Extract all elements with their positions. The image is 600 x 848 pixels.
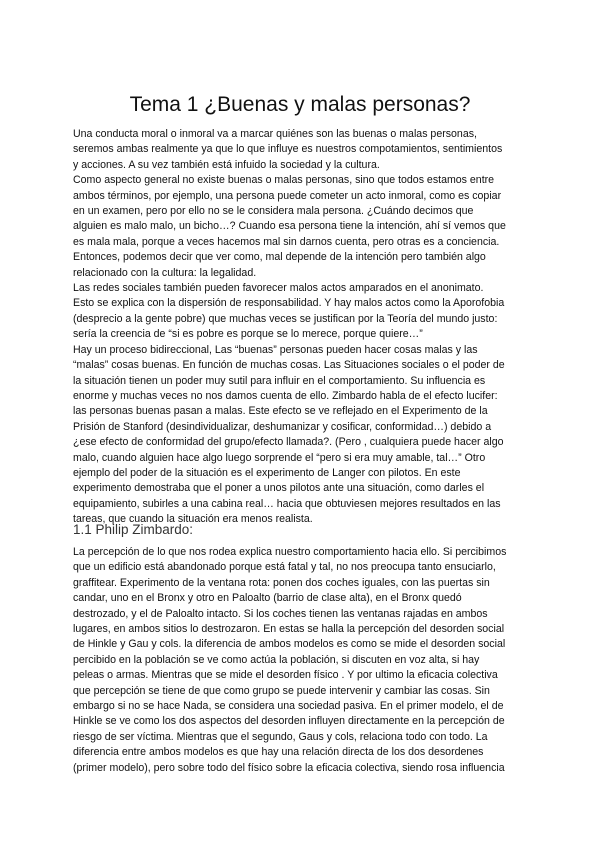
text-line: las personas buenas pasan a malas. Este efecto se ve reflejado en el Experimento de la [73, 405, 488, 418]
text-line: tareas, que cuando la situación era menos realista. [73, 513, 313, 526]
intro-text [73, 127, 533, 528]
text-line: seremos ambas realmente ya que lo que influye es nuestros compotamientos, sentimientos [73, 143, 503, 156]
text-line: de Hinkle y Gau y cols. la diferencia de ambos modelos es como se mide el desorden social [73, 638, 506, 651]
text-line: “malas” cosas buenas. En función de muchas cosas. Las Situaciones sociales o el poder de [73, 359, 505, 372]
text-line: Una conducta moral o inmoral va a marcar quiénes son las buenas o malas personas, [73, 128, 477, 140]
text-line: Como aspecto general no existe buenas o malas personas, sino que todos estamos entre [73, 174, 495, 187]
text-line: lugares, en ambos sitios lo destrozaron. En estas se halla la percepción del desorden social [73, 623, 505, 636]
text-line: Hinkle se ve como los dos aspectos del desorden influyen directamente en la percepción de [73, 715, 505, 728]
text-line: es mala mala, porque a veces hacemos mal sin darnos cuenta, pero otras es a conciencia. [73, 235, 500, 248]
text-line: Esto se explica con la dispersión de responsabilidad. Y hay malos actos como la Aporofobia [73, 297, 505, 310]
text-line: experimento demostraba que el poner a unos pilotos ante una situación, como darles el [73, 482, 485, 495]
text-line: (primer modelo), pero sobre todo del físico sobre la eficacia colectiva, siendo rosa influencia [73, 761, 505, 774]
text-line: en un examen, pero por ello no se le considera mala persona. ¿Cuándo decimos que [73, 205, 474, 218]
text-line: ambos términos, por ejemplo, una persona puede cometer un acto inmoral, como es copiar [73, 189, 502, 202]
text-line: (desprecio a la gente pobre) que muchas veces se justifican por la Teoría del mundo justo: [73, 312, 498, 325]
text-line: ¿ese efecto de conformidad del grupo/efecto llamada?. (Pero , cualquiera puede hacer algo [73, 436, 504, 449]
text-line: que un edificio está abandonado porque está fatal y tal, no nos preocupa tanto ensuciarlo, [73, 561, 496, 574]
text-line: La percepción de lo que nos rodea explica nuestro comportamiento hacia ello. Si percibimos [73, 546, 507, 558]
text-line: relacionado con la cultura: la legalidad. [73, 266, 257, 279]
text-line: Prisión de Stanford (desindividualizar, deshumanizar y cosificar, conformidad…) debido a [73, 420, 492, 433]
text-line: que percepción se tiene de que como grupo se puede intervenir y cambiar las cosas. Sin [73, 684, 490, 697]
page-title: Tema 1 ¿Buenas y malas personas? [129, 93, 471, 116]
text-line: alguien es malo malo, un bicho…? Cuando esa persona tiene la intención, ahí sí vemos que [73, 220, 506, 233]
text-line: Las redes sociales también pueden favorecer malos actos amparados en el anonimato. [73, 282, 484, 295]
text-line: peleas o armas. Mientras que se mide el desorden físico . Y por ultimo la eficacia colectiva [73, 669, 498, 682]
text-line: graffitear. Experimento de la ventana rota: ponen dos coches iguales, con las puertas sin [73, 576, 490, 589]
text-line: diferencia entre ambos modelos es que hay una relación directa de los dos desordenes [73, 746, 484, 759]
text-line: candar, uno en el Bronx y otro en Paloalto (barrio de clase alta), en el Bronx quedó [73, 592, 462, 605]
text-line: malo, cuando alguien hace algo luego sorprende el “pero si era muy amable, tal…” Otro [73, 451, 486, 464]
text-line: riesgo de ser víctima. Mientras que el segundo, Gaus y cols, relaciona todo con todo. La [73, 730, 488, 743]
text-line: embargo si no se hace Nada, se considera una sociedad pasiva. En el primer modelo, el de [73, 700, 504, 713]
text-line: enorme y muchas veces no nos damos cuenta de ello. Zimbardo habla de el efecto lucifer: [73, 389, 498, 402]
text-line: Entonces, podemos decir que ver como, mal depende de la intención pero también algo [73, 251, 486, 264]
section-heading-zimbardo: 1.1 Philip Zimbardo: [73, 522, 194, 537]
text-line: la situación tienen un poder muy sutil para influir en el comportamiento. Su influencia es [73, 374, 486, 387]
text-line: Hay un proceso bidireccional, Las “buenas” personas pueden hacer cosas malas y las [73, 343, 478, 356]
text-line: destrozado, y el de Paloalto intacto. Si los coches tienen las ventanas rajadas en ambos [73, 607, 488, 620]
text-line: equipamiento, subirles a una cabina real… hacia que obtuviesen mejores resultados en las [73, 497, 501, 510]
text-line: sería la creencia de “si es pobre es porque se lo merece, porque quiere…” [73, 328, 423, 341]
text-line: percibido en la población se ve como actúa la población, si discuten en voz alta, si hay [73, 653, 480, 666]
zimbardo-text [73, 545, 533, 776]
text-line: ejemplo del poder de la situación es el experimento de Langer con pilotos. En este [73, 466, 461, 479]
text-line: y acciones. A su vez también está infuido la sociedad y la cultura. [73, 158, 380, 171]
